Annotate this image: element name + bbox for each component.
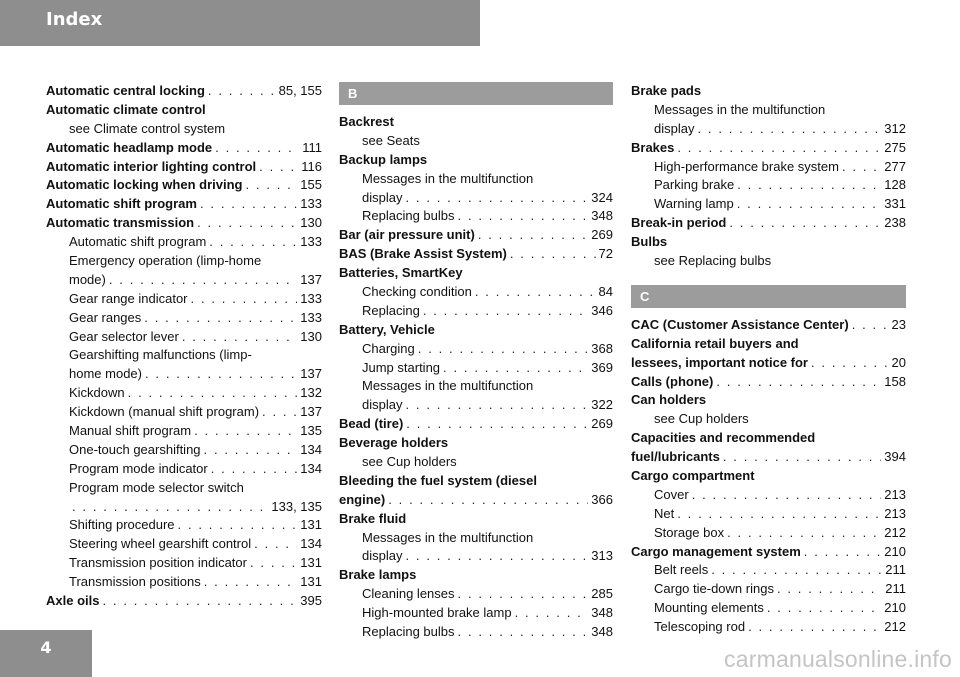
index-entry-automatic-transmission <box>46 214 322 233</box>
entry-page-ref: 128 <box>884 177 906 193</box>
entry-page-ref: 238 <box>884 215 906 231</box>
entry-term: Gear selector lever <box>69 328 179 344</box>
entry-page-ref: 131 <box>300 517 322 533</box>
index-entry-replacing-bulbs <box>339 623 613 642</box>
index-entry-manual-shift-program <box>46 422 322 441</box>
index-entry-charging <box>339 340 613 359</box>
entry-term: Brake fluid <box>339 510 407 526</box>
index-entry-can-holders <box>631 391 906 410</box>
index-entry-jump-starting <box>339 359 613 378</box>
entry-page-ref: 275 <box>884 139 906 155</box>
entry-term: see Climate control system <box>69 120 226 136</box>
entry-page-ref: 212 <box>884 619 906 635</box>
index-entry-gearshifting-malfunctions-limp <box>46 346 322 365</box>
entry-term: Automatic climate control <box>46 101 206 117</box>
index-entry-display <box>631 120 906 139</box>
entry-term: see Replacing bulbs <box>654 253 772 269</box>
entry-term: see Cup holders <box>654 411 749 427</box>
dot-leader <box>478 226 588 245</box>
index-entry-cac-customer-assistance-center <box>631 316 906 335</box>
entry-term: display <box>362 548 403 564</box>
dot-leader <box>697 120 881 139</box>
entry-term: Bleeding the fuel system (diesel <box>339 472 537 488</box>
entry-page-ref: 137 <box>300 404 322 420</box>
index-entry-automatic-locking-when-driving <box>46 176 322 195</box>
entry-page-ref: 137 <box>300 366 322 382</box>
entry-term: Gear range indicator <box>69 290 188 306</box>
entry-page-ref: 133 <box>300 234 322 250</box>
entry-page-ref: 395 <box>300 593 322 609</box>
entry-term: Belt reels <box>654 562 709 578</box>
index-entry-parking-brake <box>631 176 906 195</box>
dot-leader <box>250 554 297 573</box>
index-entry-messages-in-the-multifunction <box>339 170 613 189</box>
page-number: 4 <box>40 638 52 657</box>
dot-leader <box>259 158 298 177</box>
index-entry-capacities-and-recommended <box>631 429 906 448</box>
dot-leader <box>777 580 882 599</box>
index-entry-automatic-shift-program <box>46 233 322 252</box>
entry-page-ref: 213 <box>884 505 906 521</box>
dot-leader <box>197 214 297 233</box>
index-entry-fuel-lubricants <box>631 448 906 467</box>
entry-term: Kickdown <box>69 385 125 401</box>
entry-page-ref: 133 <box>300 290 322 306</box>
entry-page-ref: 133, 135 <box>271 498 322 514</box>
index-entry-warning-lamp <box>631 195 906 214</box>
entry-page-ref: 130 <box>300 215 322 231</box>
index-entry-gear-selector-lever <box>46 328 322 347</box>
index-entry-program-mode-selector-switch <box>46 479 322 498</box>
entry-term: Automatic central locking <box>46 83 205 98</box>
index-entry-see-climate-control-system <box>46 120 322 139</box>
dot-leader <box>767 599 881 618</box>
index-entry-bulbs <box>631 233 906 252</box>
index-entry-cleaning-lenses <box>339 585 613 604</box>
entry-term: Bar (air pressure unit) <box>339 227 475 243</box>
entry-term: Backrest <box>339 114 394 129</box>
entry-page-ref: 20 <box>891 354 906 370</box>
entry-term: Gearshifting malfunctions (limp- <box>69 347 252 363</box>
index-entry-cargo-management-system <box>631 543 906 562</box>
index-entry-kickdown <box>46 384 322 403</box>
entry-page-ref: 368 <box>591 340 613 356</box>
index-entry-replacing-bulbs <box>339 207 613 226</box>
entry-page-ref: 211 <box>885 562 906 578</box>
entry-page-ref: 132 <box>300 385 322 401</box>
index-entry-brake-fluid <box>339 510 613 529</box>
index-entry-see-replacing-bulbs <box>631 252 906 271</box>
index-entry-break-in-period <box>631 214 906 233</box>
entry-term: mode) <box>69 271 106 287</box>
entry-page-ref: 155 <box>300 177 322 193</box>
dot-leader <box>208 82 276 101</box>
entry-page-ref: 346 <box>591 302 613 318</box>
entry-page-ref: 366 <box>591 491 613 507</box>
entry-term: engine) <box>339 491 386 507</box>
index-entry-batteries-smartkey <box>339 264 613 283</box>
index-entry-bead-tire <box>339 415 613 434</box>
entry-term: Brake lamps <box>339 567 417 583</box>
index-entry-belt-reels <box>631 561 906 580</box>
dot-leader <box>729 214 881 233</box>
index-entry-backup-lamps <box>339 151 613 170</box>
entry-term: display <box>362 189 403 205</box>
entry-term: Replacing bulbs <box>362 208 455 224</box>
section-header-b: B <box>339 82 613 105</box>
entry-term: Cargo compartment <box>631 468 755 484</box>
index-entry-transmission-positions <box>46 573 322 592</box>
index-entry-gear-ranges <box>46 309 322 328</box>
entry-page-ref: 312 <box>884 120 906 136</box>
entry-term: Beverage holders <box>339 435 449 451</box>
index-entry-engine <box>339 491 613 510</box>
entry-page-ref: 324 <box>591 189 613 205</box>
entry-term: display <box>654 120 695 136</box>
entry-term: Messages in the multifunction <box>654 101 826 117</box>
index-entry-display <box>339 189 613 208</box>
watermark: carmanualsonline.info <box>724 646 952 672</box>
entry-page-ref: 322 <box>591 397 613 413</box>
entry-page-ref: 111 <box>302 139 322 155</box>
entry-term: Automatic shift program <box>69 234 207 250</box>
entry-term: Kickdown (manual shift program) <box>69 404 260 420</box>
dot-leader <box>204 573 298 592</box>
dot-leader <box>458 623 589 642</box>
entry-page-ref: 134 <box>300 460 322 476</box>
dot-leader <box>458 585 589 604</box>
dot-leader <box>692 486 882 505</box>
dot-leader <box>804 543 882 562</box>
entry-term: One-touch gearshifting <box>69 441 201 457</box>
entry-page-ref: 134 <box>300 441 322 457</box>
dot-leader <box>748 618 881 637</box>
entry-page-ref: 23 <box>891 316 906 332</box>
entry-term: Brakes <box>631 139 675 155</box>
entry-term: Break-in period <box>631 215 727 231</box>
index-entry-cargo-compartment <box>631 467 906 486</box>
dot-leader <box>406 415 588 434</box>
dot-leader <box>211 460 298 479</box>
entry-term: Warning lamp <box>654 196 734 212</box>
dot-leader <box>182 328 297 347</box>
entry-page-ref: 212 <box>884 524 906 540</box>
entry-term: Bead (tire) <box>339 416 404 432</box>
index-entry-continued <box>46 498 322 517</box>
dot-leader <box>677 139 881 158</box>
dot-leader <box>405 547 588 566</box>
entry-term: Messages in the multifunction <box>362 170 534 186</box>
entry-term: Transmission position indicator <box>69 555 247 571</box>
index-entry-gear-range-indicator <box>46 290 322 309</box>
entry-term: Jump starting <box>362 359 441 375</box>
index-entry-high-performance-brake-system <box>631 158 906 177</box>
entry-term: Manual shift program <box>69 423 192 439</box>
index-entry-mode <box>46 271 322 290</box>
dot-leader <box>510 245 596 264</box>
dot-leader <box>145 365 297 384</box>
entry-page-ref: 269 <box>591 416 613 432</box>
entry-page-ref: 269 <box>591 227 613 243</box>
index-entry-messages-in-the-multifunction <box>631 101 906 120</box>
index-entry-automatic-climate-control <box>46 101 322 120</box>
index-entry-california-retail-buyers-and <box>631 335 906 354</box>
dot-leader <box>405 396 588 415</box>
entry-term: Cargo management system <box>631 543 801 559</box>
entry-term: Battery, Vehicle <box>339 321 435 337</box>
index-entry-home-mode <box>46 365 322 384</box>
entry-page-ref: 313 <box>591 548 613 564</box>
dot-leader <box>515 604 589 623</box>
entry-page-ref: 116 <box>301 158 322 174</box>
entry-term: display <box>362 397 403 413</box>
dot-leader <box>204 441 298 460</box>
entry-page-ref: 84 <box>598 284 613 300</box>
entry-term: Automatic locking when driving <box>46 177 243 193</box>
entry-page-ref: 348 <box>591 208 613 224</box>
entry-page-ref: 211 <box>885 581 906 597</box>
index-entry-telescoping-rod <box>631 618 906 637</box>
index-entry-brakes <box>631 139 906 158</box>
index-entry-beverage-holders <box>339 434 613 453</box>
section-header-c: C <box>631 285 906 308</box>
entry-term: Replacing <box>362 302 420 318</box>
dot-leader <box>200 195 297 214</box>
index-entry-net <box>631 505 906 524</box>
dot-leader <box>388 491 588 510</box>
dot-leader <box>109 271 297 290</box>
entry-term: Replacing bulbs <box>362 624 455 640</box>
dot-leader <box>405 189 588 208</box>
entry-term: Capacities and recommended <box>631 430 816 446</box>
entry-term: Emergency operation (limp-home <box>69 253 262 269</box>
entry-term: Messages in the multifunction <box>362 378 534 394</box>
dot-leader <box>102 592 297 611</box>
index-entry-mounting-elements <box>631 599 906 618</box>
entry-page-ref: 130 <box>300 328 322 344</box>
index-entry-one-touch-gearshifting <box>46 441 322 460</box>
entry-term: Storage box <box>654 524 725 540</box>
index-entry-emergency-operation-limp-home <box>46 252 322 271</box>
dot-leader <box>254 535 297 554</box>
entry-term: Transmission positions <box>69 574 201 590</box>
entry-term: Cleaning lenses <box>362 586 455 602</box>
dot-leader <box>262 403 297 422</box>
index-entry-automatic-central-locking <box>46 82 322 101</box>
entry-page-ref: 134 <box>300 536 322 552</box>
dot-leader <box>191 290 298 309</box>
entry-term: Program mode indicator <box>69 460 208 476</box>
index-entry-brake-pads <box>631 82 906 101</box>
entry-term: Backup lamps <box>339 151 428 167</box>
entry-term: Telescoping rod <box>654 619 746 635</box>
dot-leader <box>737 195 882 214</box>
entry-term: Axle oils <box>46 593 100 609</box>
entry-term: Automatic interior lighting control <box>46 158 257 174</box>
entry-page-ref: 331 <box>884 196 906 212</box>
entry-term: home mode) <box>69 366 142 382</box>
entry-term: CAC (Customer Assistance Center) <box>631 316 849 332</box>
entry-term: Checking condition <box>362 284 472 300</box>
entry-term: High-mounted brake lamp <box>362 605 512 621</box>
entry-term: Net <box>654 505 675 521</box>
index-entry-high-mounted-brake-lamp <box>339 604 613 623</box>
page-number-box <box>0 630 92 677</box>
dot-leader <box>852 316 889 335</box>
entry-page-ref: 135 <box>300 423 322 439</box>
dot-leader <box>727 524 881 543</box>
dot-leader <box>209 233 297 252</box>
entry-page-ref: 348 <box>591 624 613 640</box>
entry-page-ref: 131 <box>300 555 322 571</box>
dot-leader <box>811 354 889 373</box>
index-entry-see-cup-holders <box>631 410 906 429</box>
index-entry-brake-lamps <box>339 566 613 585</box>
entry-term: Messages in the multifunction <box>362 529 534 545</box>
dot-leader <box>475 283 596 302</box>
entry-term: Bulbs <box>631 234 668 250</box>
entry-term: Automatic headlamp mode <box>46 139 213 155</box>
entry-term: Mounting elements <box>654 600 764 616</box>
dot-leader <box>144 309 297 328</box>
entry-term: Cover <box>654 486 689 502</box>
index-entry-lessees-important-notice-for <box>631 354 906 373</box>
entry-term: Can holders <box>631 392 707 408</box>
dot-leader <box>72 498 268 517</box>
dot-leader <box>194 422 297 441</box>
index-entry-program-mode-indicator <box>46 460 322 479</box>
dot-leader <box>128 384 298 403</box>
entry-term: Program mode selector switch <box>69 479 244 495</box>
index-entry-battery-vehicle <box>339 321 613 340</box>
index-column-3 <box>631 82 906 637</box>
index-entry-see-cup-holders <box>339 453 613 472</box>
dot-leader <box>443 359 588 378</box>
index-entry-bleeding-the-fuel-system-diesel <box>339 472 613 491</box>
index-entry-storage-box <box>631 524 906 543</box>
index-entry-backrest <box>339 113 613 132</box>
dot-leader <box>716 373 881 392</box>
entry-page-ref: 348 <box>591 605 613 621</box>
index-entry-automatic-shift-program <box>46 195 322 214</box>
entry-page-ref: 213 <box>884 486 906 502</box>
entry-page-ref: 210 <box>884 543 906 559</box>
index-entry-messages-in-the-multifunction <box>339 377 613 396</box>
entry-page-ref: 137 <box>300 271 322 287</box>
dot-leader <box>418 340 589 359</box>
entry-term: Shifting procedure <box>69 517 175 533</box>
index-entry-calls-phone <box>631 373 906 392</box>
index-entry-transmission-position-indicator <box>46 554 322 573</box>
entry-term: fuel/lubricants <box>631 449 720 465</box>
entry-term: Steering wheel gearshift control <box>69 536 252 552</box>
index-entry-replacing <box>339 302 613 321</box>
index-column-2 <box>339 82 613 642</box>
entry-page-ref: 285 <box>591 586 613 602</box>
entry-term: Automatic shift program <box>46 196 197 212</box>
entry-term: BAS (Brake Assist System) <box>339 246 507 262</box>
entry-term: Calls (phone) <box>631 373 714 389</box>
dot-leader <box>842 158 881 177</box>
dot-leader <box>711 561 882 580</box>
entry-page-ref: 131 <box>300 574 322 590</box>
entry-page-ref: 394 <box>884 449 906 465</box>
index-entry-axle-oils <box>46 592 322 611</box>
entry-term: lessees, important notice for <box>631 354 808 370</box>
entry-term: see Seats <box>362 132 420 148</box>
entry-page-ref: 210 <box>884 600 906 616</box>
header-bar <box>0 0 480 46</box>
index-entry-checking-condition <box>339 283 613 302</box>
entry-term: Automatic transmission <box>46 215 195 231</box>
dot-leader <box>458 207 589 226</box>
index-entry-cargo-tie-down-rings <box>631 580 906 599</box>
dot-leader <box>723 448 881 467</box>
index-entry-display <box>339 396 613 415</box>
dot-leader <box>737 176 881 195</box>
entry-term: Gear ranges <box>69 309 142 325</box>
entry-page-ref: 277 <box>884 158 906 174</box>
entry-term: High-performance brake system <box>654 158 839 174</box>
entry-page-ref: 133 <box>300 309 322 325</box>
index-entry-bar-air-pressure-unit <box>339 226 613 245</box>
entry-term: Parking brake <box>654 177 735 193</box>
entry-page-ref: 72 <box>598 246 613 262</box>
index-entry-shifting-procedure <box>46 516 322 535</box>
entry-page-ref: 133 <box>300 196 322 212</box>
index-column-1 <box>46 82 322 611</box>
entry-page-ref: 369 <box>591 359 613 375</box>
dot-leader <box>423 302 588 321</box>
entry-term: see Cup holders <box>362 454 457 470</box>
index-entry-automatic-interior-lighting-control <box>46 158 322 177</box>
index-entry-messages-in-the-multifunction <box>339 529 613 548</box>
entry-page-ref: 85, 155 <box>278 83 322 98</box>
index-entry-cover <box>631 486 906 505</box>
index-entry-bas-brake-assist-system <box>339 245 613 264</box>
entry-term: California retail buyers and <box>631 335 799 351</box>
entry-term: Cargo tie-down rings <box>654 581 774 597</box>
index-entry-see-seats <box>339 132 613 151</box>
entry-page-ref: 158 <box>884 373 906 389</box>
index-entry-kickdown-manual-shift-program <box>46 403 322 422</box>
index-entry-automatic-headlamp-mode <box>46 139 322 158</box>
entry-term: Charging <box>362 340 415 356</box>
entry-term: Brake pads <box>631 83 702 98</box>
dot-leader <box>245 176 297 195</box>
page-title: Index <box>46 9 103 30</box>
dot-leader <box>178 516 298 535</box>
entry-term: Batteries, SmartKey <box>339 265 463 281</box>
index-entry-steering-wheel-gearshift-control <box>46 535 322 554</box>
dot-leader <box>215 139 299 158</box>
index-entry-display <box>339 547 613 566</box>
dot-leader <box>677 505 881 524</box>
